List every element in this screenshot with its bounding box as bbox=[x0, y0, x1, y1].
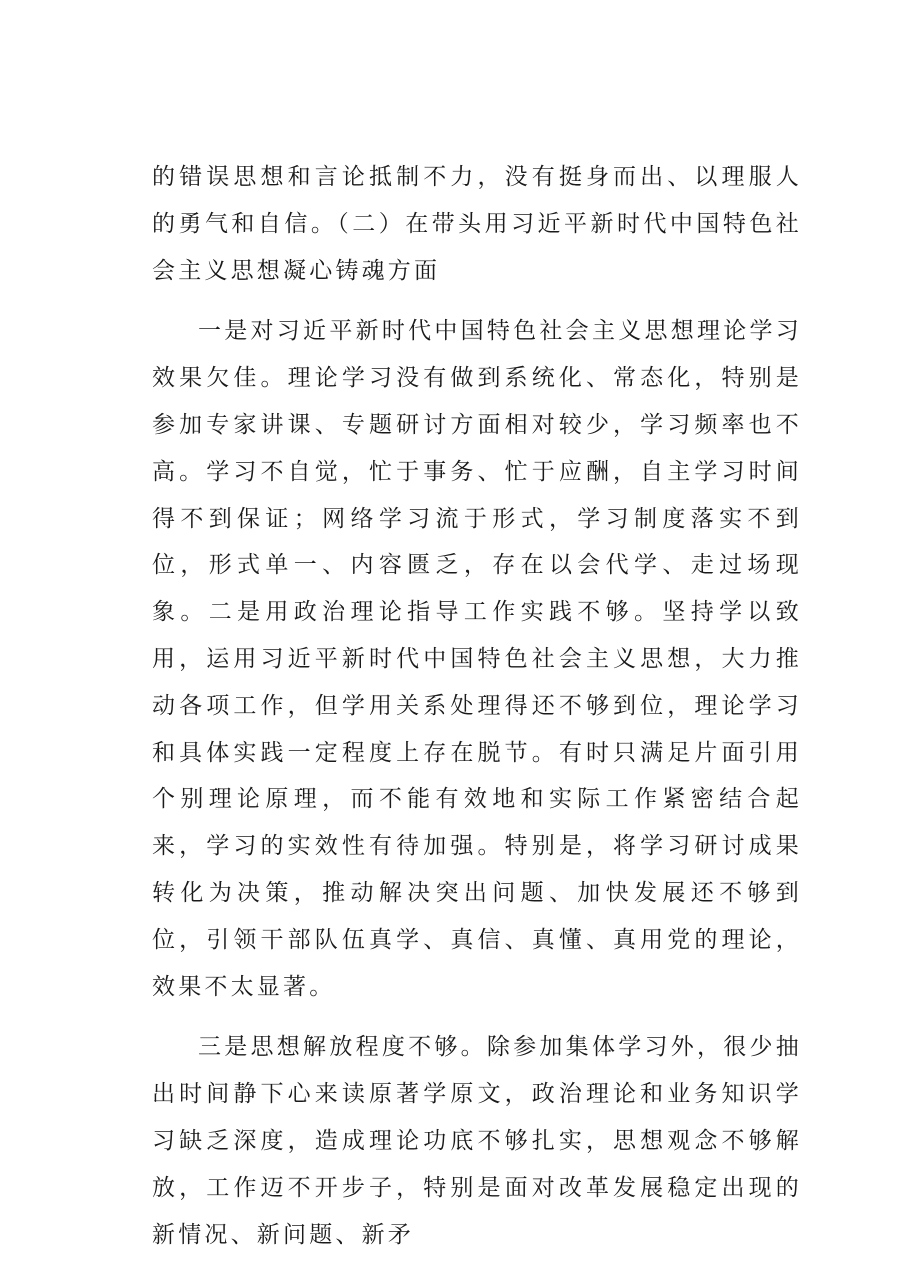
paragraph-thought-liberation: 三是思想解放程度不够。除参加集体学习外，很少抽出时间静下心来读原著学原文，政治理论和业务知识学习缺乏深度，造成理论功底不够扎实，思想观念不够解放，工作迈不开步子，特别是面对改革发展稳定出现的新情况、新问题、新矛 bbox=[152, 1034, 802, 1248]
paragraph-study-effect: 一是对习近平新时代中国特色社会主义思想理论学习效果欠佳。理论学习没有做到系统化、常态化，特别是参加专家讲课、专题研讨方面相对较少，学习频率也不高。学习不自觉，忙于事务、忙于应酬，自主学习时间得不到保证；网络学习流于形式，学习制度落实不到位，形式单一、内容匮乏，存在以会代学、走过场现象。二是用政治理论指导工作实践不够。坚持学以致用，运用习近平新时代中国特色社会主义思想，大力推动各项工作，但学用关系处理得还不够到位，理论学习和具体实践一定程度上存在脱节。有时只满足片面引用个别理论原理，而不能有效地和实际工作紧密结合起来，学习的实效性有待加强。特别是，将学习研讨成果转化为决策，推动解决突出问题、加快发展还不够到位，引领干部队伍真学、真信、真懂、真用党的理论，效果不太显著。 bbox=[152, 318, 802, 1000]
document-body bbox=[152, 154, 802, 1258]
paragraph-continuation: 的错误思想和言论抵制不力，没有挺身而出、以理服人的勇气和自信。（二）在带头用习近平新时代中国特色社会主义思想凝心铸魂方面 bbox=[152, 164, 802, 284]
